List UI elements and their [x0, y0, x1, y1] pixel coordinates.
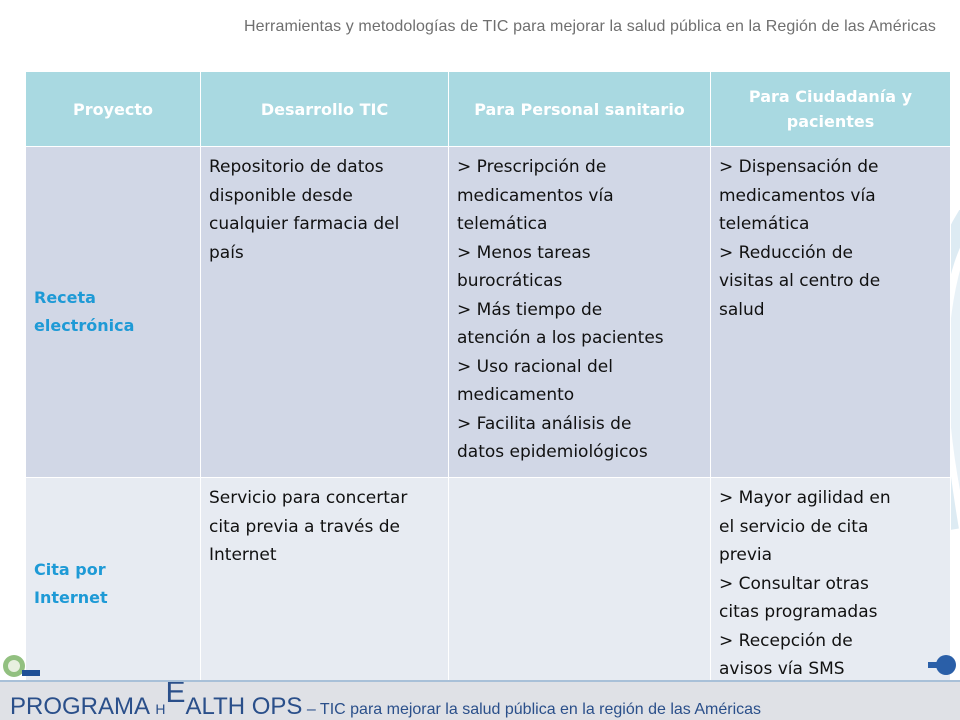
- text-line: > Más tiempo de: [457, 299, 603, 320]
- organization-logo-icon: [924, 652, 960, 678]
- text-line: Repositorio de datos: [209, 157, 384, 177]
- project-name-line: Cita por: [34, 559, 106, 579]
- text-line: > Mayor agilidad en: [719, 488, 891, 508]
- page-title: Herramientas y metodologías de TIC para mejorar la salud pública en la Región de las Américas: [243, 18, 936, 35]
- table-row: [26, 478, 951, 691]
- text-line: > Reducción de: [719, 242, 853, 263]
- text-line: Internet: [209, 545, 277, 565]
- table-header-row: [26, 72, 951, 147]
- project-cell: [26, 478, 201, 691]
- text-line: cita previa a través de: [209, 516, 400, 537]
- text-line: visitas al centro de: [719, 271, 881, 291]
- project-name-line: Internet: [34, 587, 108, 607]
- footer-health-h: H: [155, 701, 166, 717]
- text-line: > Dispensación de: [719, 157, 879, 177]
- footer-health-e: E: [165, 680, 186, 709]
- ict-development-cell: [201, 478, 449, 691]
- table-row: [26, 147, 951, 478]
- text-line: avisos vía SMS: [719, 659, 845, 679]
- text-line: telemática: [719, 214, 810, 234]
- footer-subtitle: – TIC para mejorar la salud pública en la región de las Américas: [302, 701, 762, 718]
- footer-program-label: PROGRAMA: [10, 693, 156, 720]
- footer-health-rest: ALTH OPS: [185, 693, 303, 720]
- column-header-citizens: Para Ciudadanía y pacientes: [711, 72, 951, 147]
- footer-banner: [0, 680, 960, 720]
- text-line: telemática: [457, 214, 548, 234]
- text-line: burocráticas: [457, 271, 563, 291]
- text-line: previa: [719, 545, 773, 565]
- ict-development-cell: [201, 147, 449, 478]
- text-line: > Menos tareas: [457, 242, 591, 263]
- text-line: atención a los pacientes: [457, 328, 664, 348]
- text-line: > Prescripción de: [457, 157, 607, 177]
- column-header-project: Proyecto: [26, 72, 201, 147]
- project-name-line: Receta: [34, 288, 96, 307]
- text-line: citas programadas: [719, 602, 878, 622]
- project-name-line: electrónica: [34, 316, 135, 335]
- text-line: > Recepción de: [719, 630, 853, 651]
- column-header-health-staff: Para Personal sanitario: [449, 72, 711, 147]
- citizens-cell: [711, 478, 951, 691]
- citizens-cell: [711, 147, 951, 478]
- project-table: [25, 72, 951, 691]
- ministry-logo-icon: [0, 650, 40, 680]
- project-cell: [26, 147, 201, 478]
- text-line: medicamentos vía: [457, 185, 614, 206]
- text-line: Servicio para concertar: [209, 488, 408, 508]
- text-line: el servicio de cita: [719, 516, 869, 537]
- text-line: medicamento: [457, 385, 575, 405]
- text-line: disponible desde: [209, 185, 353, 206]
- text-line: > Facilita análisis de: [457, 413, 632, 434]
- text-line: salud: [719, 299, 765, 320]
- text-line: medicamentos vía: [719, 185, 876, 206]
- column-header-ict-development: Desarrollo TIC: [201, 72, 449, 147]
- text-line: cualquier farmacia del: [209, 214, 400, 234]
- health-staff-cell: [449, 147, 711, 478]
- text-line: > Consultar otras: [719, 573, 869, 594]
- text-line: datos epidemiológicos: [457, 442, 648, 462]
- text-line: país: [209, 242, 244, 263]
- text-line: > Uso racional del: [457, 356, 613, 377]
- health-staff-cell: [449, 478, 711, 691]
